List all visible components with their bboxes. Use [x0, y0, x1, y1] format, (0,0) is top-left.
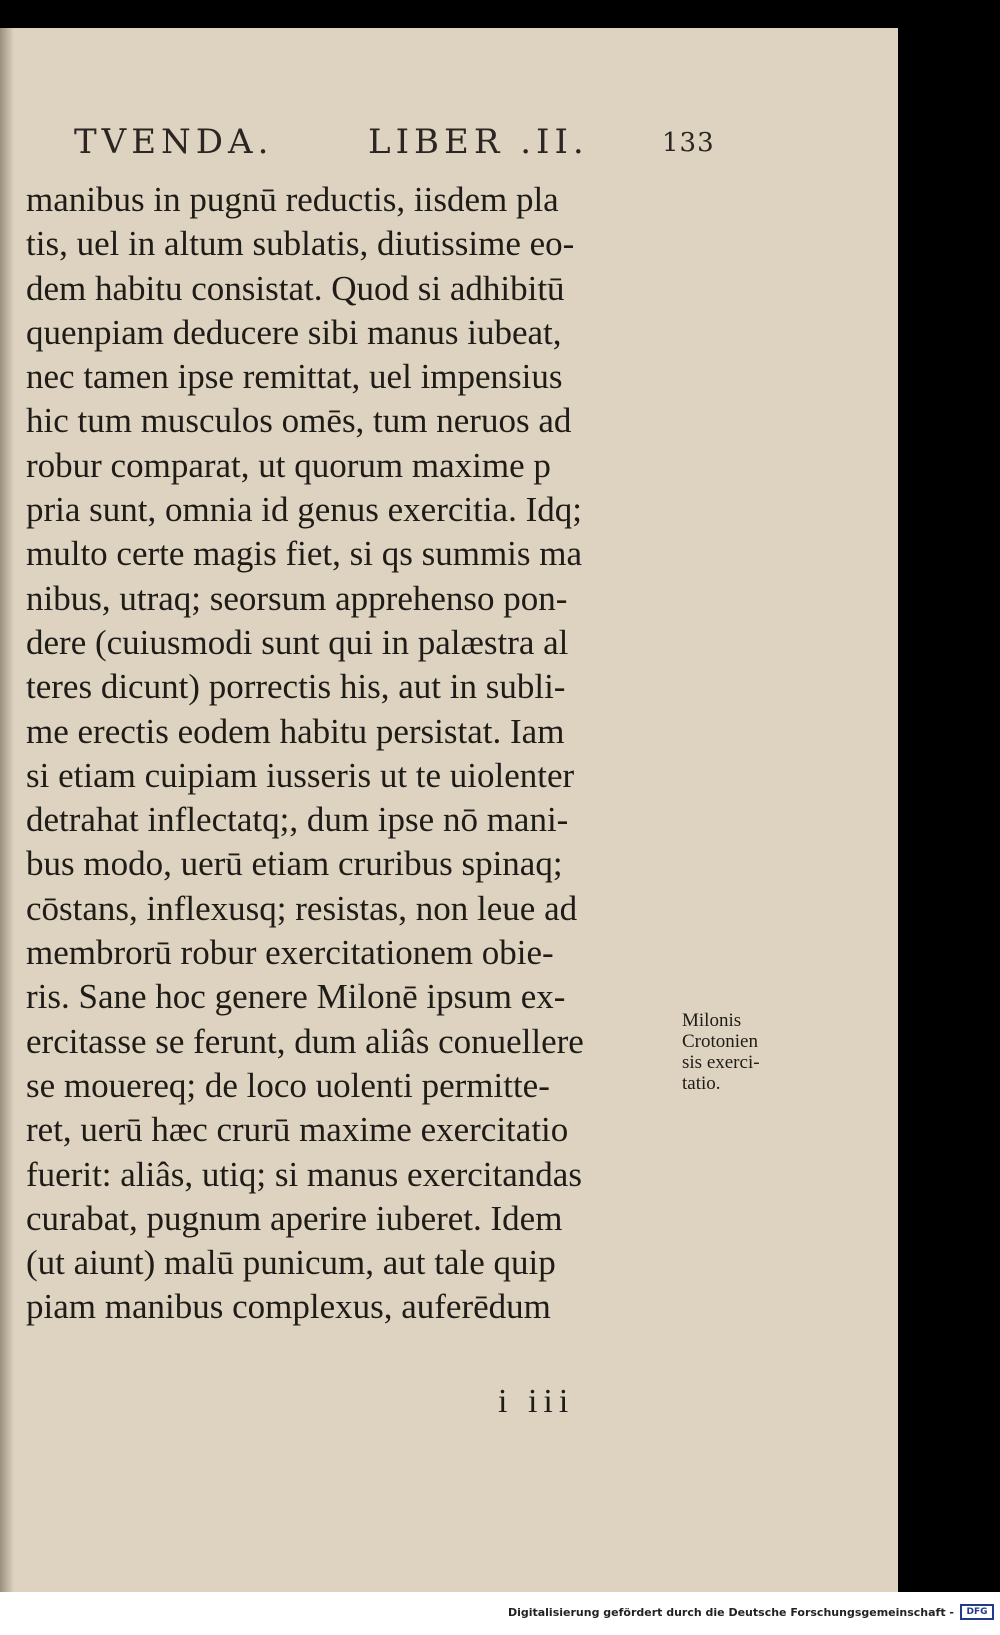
- text-line: fuerit: aliâs, utiq; si manus exercitandas: [26, 1154, 582, 1194]
- text-line: dere (cuiusmodi sunt qui in palæstra al: [26, 622, 569, 662]
- digitization-footer: [0, 1592, 1000, 1635]
- note-line: Milonis: [682, 1010, 742, 1031]
- text-line: (ut aiunt) malū punicum, aut tale quip: [26, 1243, 556, 1283]
- note-line: sis exerci-: [682, 1052, 760, 1073]
- book-number: LIBER .II.: [368, 122, 589, 162]
- text-line: hic tum musculos omēs, tum neruos ad: [26, 401, 572, 441]
- text-line: tis, uel in altum sublatis, diutissime eo-: [26, 224, 575, 264]
- note-line: tatio.: [682, 1073, 721, 1094]
- page-gutter-shadow: [0, 28, 14, 1592]
- running-header: [74, 122, 714, 168]
- text-line: ret, uerū hæc crurū maxime exercitatio: [26, 1110, 569, 1150]
- running-title: TVENDA.: [74, 122, 274, 162]
- text-line: manibus in pugnū reductis, iisdem pla: [26, 180, 559, 219]
- main-text-block: [26, 178, 686, 1330]
- text-line: cōstans, inflexusq; resistas, non leue ad: [26, 888, 578, 928]
- text-line: bus modo, uerū etiam cruribus spinaq;: [26, 844, 563, 884]
- text-line: robur comparat, ut quorum maxime p: [26, 445, 551, 485]
- text-line: membrorū robur exercitationem obie-: [26, 933, 554, 973]
- text-line: pria sunt, omnia id genus exercitia. Idq;: [26, 490, 582, 530]
- dfg-logo: DFG: [960, 1604, 994, 1620]
- funding-credit: Digitalisierung gefördert durch die Deutsche Forschungsgemeinschaft -: [507, 1606, 954, 1619]
- text-line: se mouereq; de loco uolenti permitte-: [26, 1065, 550, 1105]
- text-line: ris. Sane hoc genere Milonē ipsum ex-: [26, 977, 566, 1017]
- text-line: piam manibus complexus, auferēdum: [26, 1287, 551, 1327]
- text-line: me erectis eodem habitu persistat. Iam: [26, 711, 565, 751]
- text-line: nec tamen ipse remittat, uel impensius: [26, 357, 563, 397]
- signature-mark: i iii: [498, 1383, 575, 1420]
- text-line: multo certe magis fiet, si qs summis ma: [26, 534, 583, 574]
- text-line: quenpiam deducere sibi manus iubeat,: [26, 312, 562, 352]
- text-line: nibus, utraq; seorsum apprehenso pon-: [26, 578, 568, 618]
- text-line: dem habitu consistat. Quod si adhibitū: [26, 268, 565, 308]
- page-number: 133: [662, 128, 715, 158]
- book-page: [0, 28, 898, 1592]
- text-line: teres dicunt) porrectis his, aut in subli-: [26, 667, 566, 707]
- note-line: Crotonien: [682, 1031, 758, 1052]
- marginal-note: [682, 1010, 822, 1094]
- text-line: curabat, pugnum aperire iuberet. Idem: [26, 1198, 563, 1238]
- text-line: si etiam cuipiam iusseris ut te uiolenter: [26, 755, 575, 795]
- text-line: ercitasse se ferunt, dum aliâs conuellere: [26, 1021, 584, 1061]
- text-line: detrahat inflectatq;, dum ipse nō mani-: [26, 800, 569, 840]
